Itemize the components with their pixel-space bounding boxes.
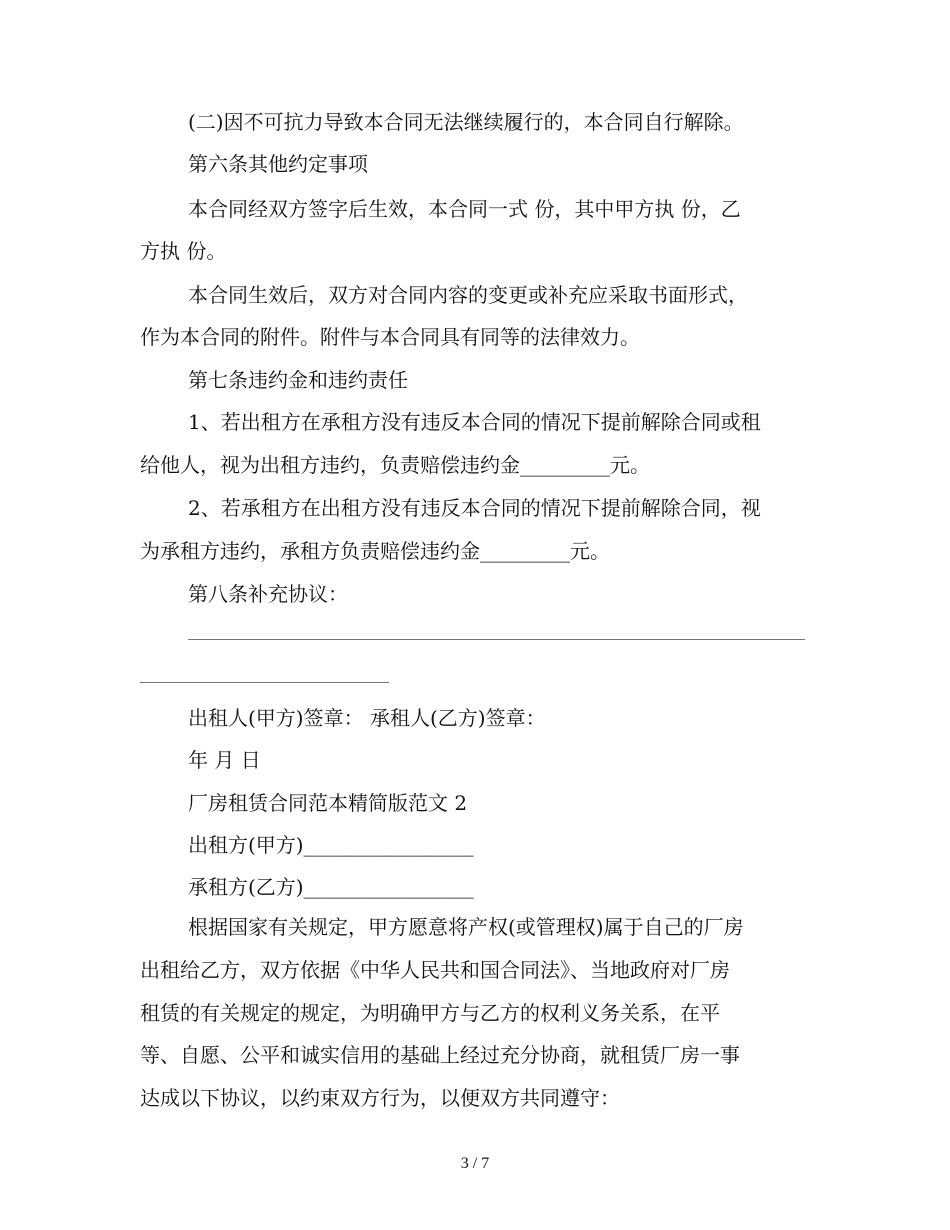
lessor-line: 出租方(甲方)_________________ — [188, 833, 474, 857]
preamble-line-4: 等、自愿、公平和诚实信用的基础上经过充分协商，就租赁厂房一事 — [140, 1043, 740, 1067]
preamble-line-3: 租赁的有关规定的规定，为明确甲方与乙方的权利义务关系，在平 — [140, 1001, 720, 1025]
article-6-paragraph-2-line-2: 作为本合同的附件。附件与本合同具有同等的法律效力。 — [140, 325, 640, 349]
article-8-heading: 第八条补充协议： — [188, 582, 348, 606]
preamble-line-2: 出租给乙方，双方依据《中华人民共和国合同法》、当地政府对厂房 — [140, 958, 730, 982]
article-6-paragraph-1-line-1: 本合同经双方签字后生效，本合同一式 份，其中甲方执 份，乙 — [188, 197, 741, 221]
lessee-line: 承租方(乙方)_________________ — [188, 875, 474, 899]
article-6-paragraph-2-line-1: 本合同生效后，双方对合同内容的变更或补充应采取书面形式， — [188, 283, 748, 307]
supplement-blank-line-1 — [188, 639, 805, 640]
article-7-item-2-line-2: 为承租方违约，承租方负责赔偿违约金_________元。 — [140, 539, 610, 563]
preamble-line-5: 达成以下协议，以约束双方行为，以便双方共同遵守： — [140, 1086, 620, 1110]
date-line: 年 月 日 — [188, 748, 261, 772]
article-7-item-1-line-1: 1、若出租方在承租方没有违反本合同的情况下提前解除合同或租 — [188, 410, 761, 434]
article-7-heading: 第七条违约金和违约责任 — [188, 368, 408, 392]
preamble-line-1: 根据国家有关规定，甲方愿意将产权(或管理权)属于自己的厂房 — [188, 915, 744, 939]
signature-line: 出租人(甲方)签章： 承租人(乙方)签章： — [188, 706, 546, 730]
clause-5-item-2: (二)因不可抗力导致本合同无法继续履行的，本合同自行解除。 — [188, 110, 744, 134]
article-6-paragraph-1-line-2: 方执 份。 — [140, 239, 227, 263]
article-6-heading: 第六条其他约定事项 — [188, 152, 368, 176]
article-7-item-1-line-2: 给他人，视为出租方违约，负责赔偿违约金_________元。 — [140, 453, 650, 477]
page-number: 3 / 7 — [460, 1155, 490, 1172]
supplement-blank-line-2 — [140, 682, 389, 683]
section-title-2: 厂房租赁合同范本精简版范文 2 — [188, 791, 468, 815]
article-7-item-2-line-1: 2、若承租方在出租方没有违反本合同的情况下提前解除合同，视 — [188, 496, 761, 520]
